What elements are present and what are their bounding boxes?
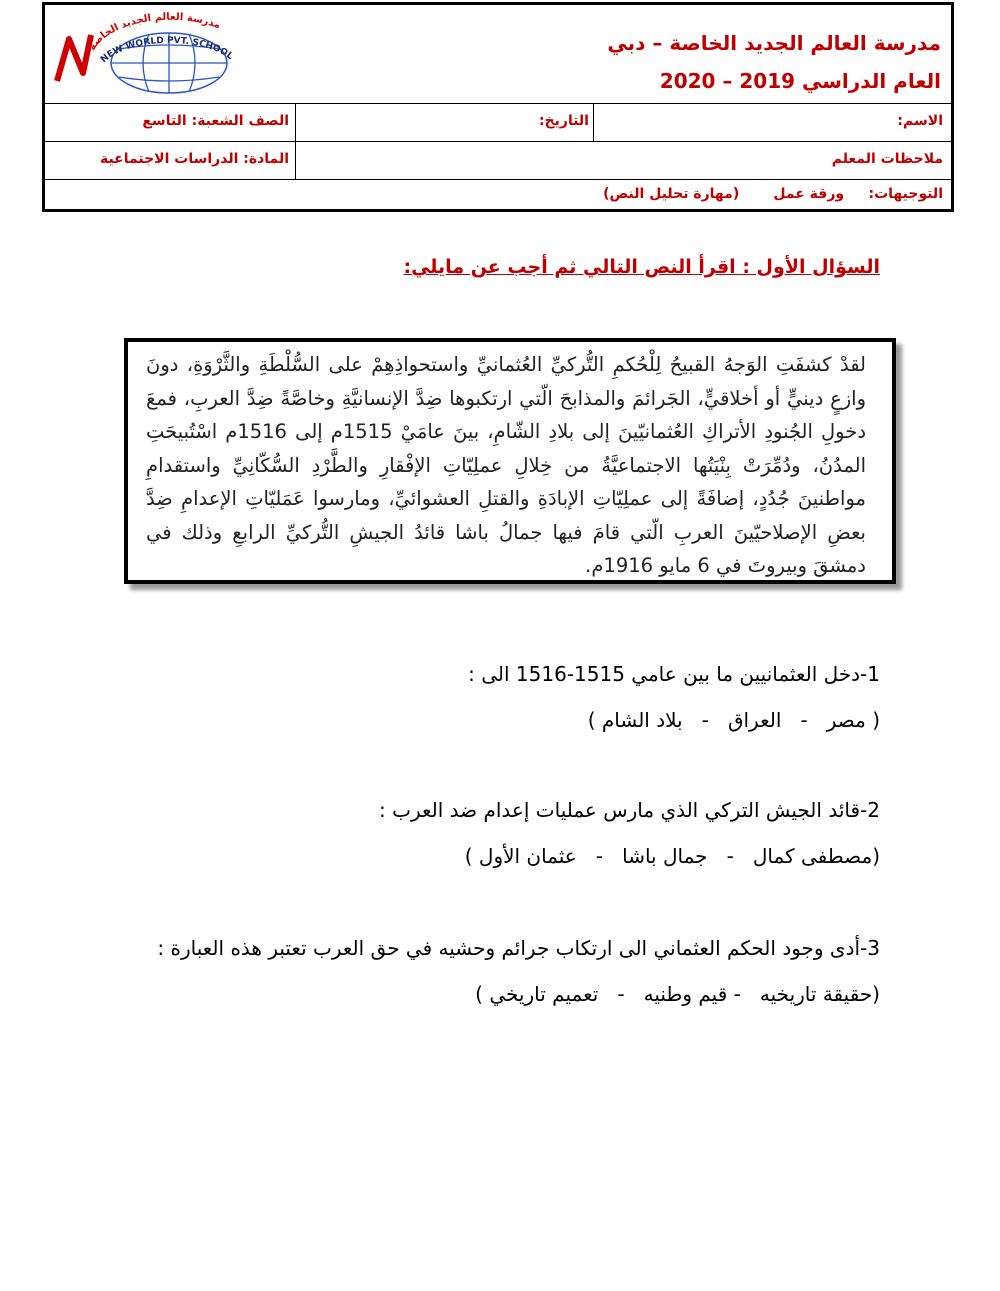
academic-year: العام الدراسي 2019 – 2020: [659, 69, 941, 93]
question-2: 2-قائد الجيش التركي الذي مارس عمليات إعدام ضد العرب :: [379, 798, 880, 822]
question-1: 1-دخل العثمانيين ما بين عامي 1515-1516 الى :: [468, 662, 880, 686]
info-row-name: [45, 103, 951, 141]
passage-box: [124, 338, 896, 584]
school-logo: [49, 11, 244, 96]
instructions-label: التوجيهات: ورقة عمل (مهارة تحليل النص): [603, 186, 943, 202]
passage-text: لقدْ كشفَتِ الوَجهُ القبيحُ لِلْحُكمِ التُّركيِّ العُثمانيِّ واستحواذِهِمْ على السُّلْطَةِ والثَّرْوَةِ، دونَ وازعٍ دينيٍّ أو أخلاقيٍّ، الجَرائمَ والمذابحَ الّتي ارتكبوها ضِدَّ الإنسانيَّةِ وخاصَّةً ضِدَّ العربِ، فمعَ دخولِ الجُنودِ الأتراكِ العُثمانيّينَ إلى بلادِ الشّامِ، بينَ عامَيْ 1515م إلى 1516م اسْتُبيحَتِ المدُنُ، ودُمِّرَتْ بِنْيَتُها الاجتماعيَّةُ من خِلالِ عملِيّاتِ الإفْقارِ والطَّرْدِ السُّكّانِيِّ واستقدامِ مواطنينَ جُدُدٍ، إضافَةً إلى عملِيّاتِ الإبادَةِ والقتلِ العشوائيِّ، ومارسوا عَمَليّاتِ الإعدامِ ضِدَّ بعضِ الإصلاحيّينَ العربِ الّتي قامَ فيها جمالُ باشا قائدُ الجيشِ التُّركيِّ الرابعِ وذلك في دمشقَ وبيروتَ في 6 مايو 1916م.: [146, 353, 866, 577]
name-label: الاسم:: [897, 113, 943, 129]
worksheet-header: [42, 2, 954, 212]
question-1-options: ( مصر - العراق - بلاد الشام ): [587, 708, 880, 732]
question-title: السؤال الأول : اقرأ النص التالي ثم أجب عن مايلي:: [403, 256, 880, 278]
divider: [593, 104, 594, 141]
info-row-notes: [45, 141, 951, 179]
divider: [295, 142, 296, 179]
question-3-options: (حقيقة تاريخيه - قيم وطنيه - تعميم تاريخي ): [475, 982, 880, 1006]
logo-english-text: NEW WORLD PVT. SCHOOL: [99, 35, 235, 66]
svg-text:NEW WORLD PVT. SCHOOL: [99, 36, 235, 65]
info-row-instructions: [45, 179, 951, 212]
question-3: 3-أدى وجود الحكم العثماني الى ارتكاب جرائم وحشيه في حق العرب تعتبر هذه العبارة :: [157, 936, 880, 960]
divider: [295, 104, 296, 141]
date-label: التاريخ:: [538, 113, 589, 129]
logo-arabic-text: مدرسة العالم الجديد الخاصة: [86, 11, 222, 53]
class-label: الصف الشعبة: التاسع: [142, 113, 289, 129]
question-2-options: (مصطفى كمال - جمال باشا - عثمان الأول ): [464, 844, 880, 868]
school-name: مدرسة العالم الجديد الخاصة – دبي: [607, 31, 941, 55]
header-top: [45, 5, 951, 103]
teacher-notes-label: ملاحظات المعلم: [831, 151, 943, 167]
subject-label: المادة: الدراسات الاجتماعية: [99, 151, 289, 167]
